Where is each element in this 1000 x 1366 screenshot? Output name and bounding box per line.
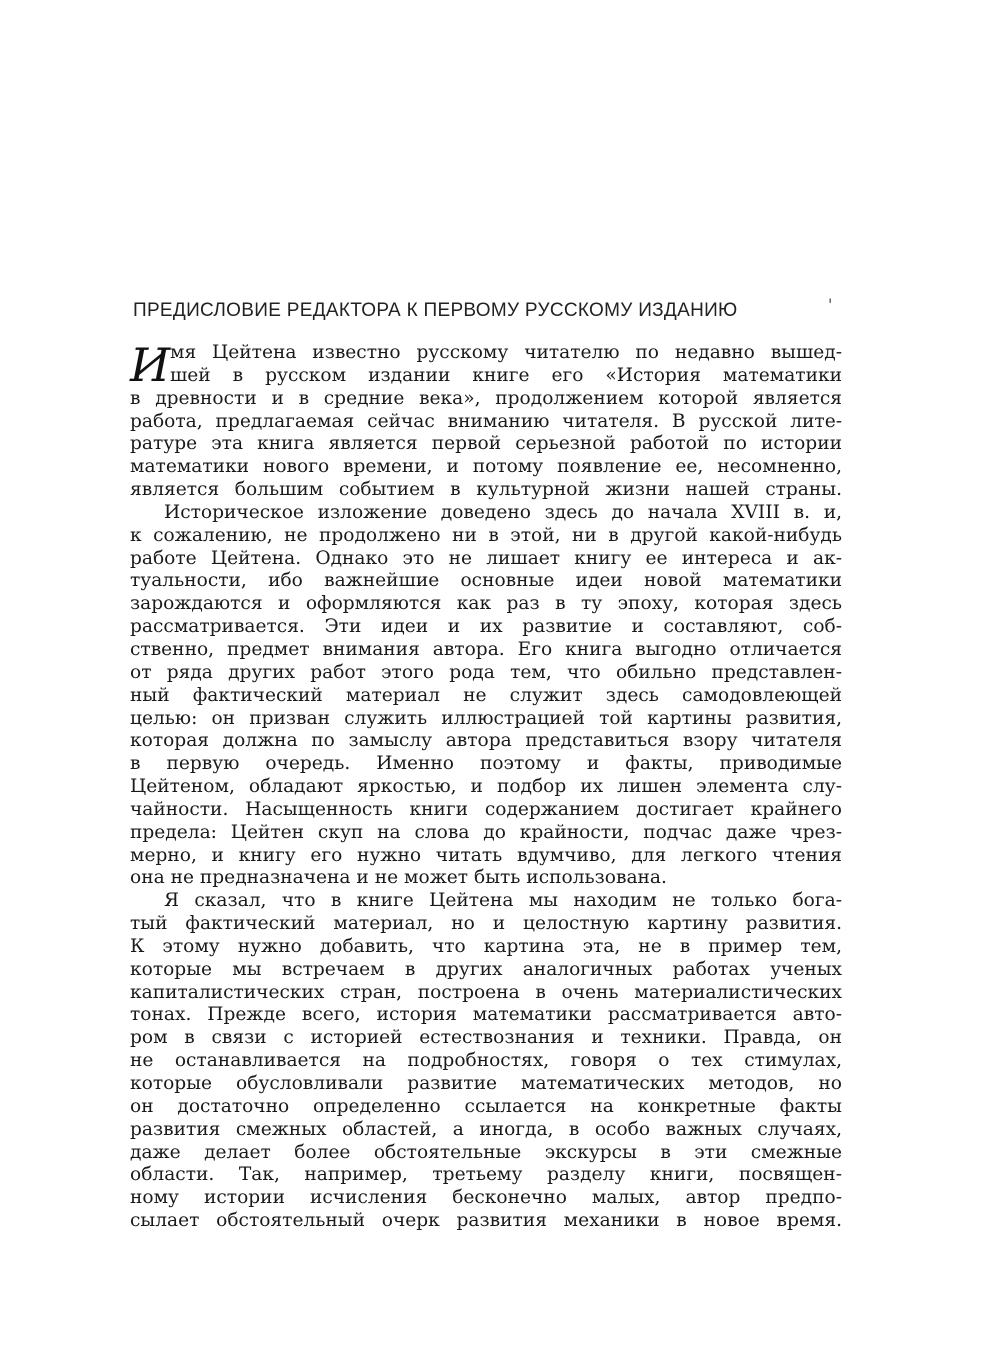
text-line: предела: Цейтен скуп на слова до крайности, подчас даже чрез- <box>130 821 842 843</box>
text-line: которые обусловливали развитие математических методов, но <box>130 1073 842 1094</box>
text-line: даже делает более обстоятельные экскурсы в эти смежные <box>130 1141 842 1163</box>
text-line: к сожалению, не продолжено ни в этой, ни в другой какой-нибудь <box>130 524 842 546</box>
text-line: от ряда других работ этого рода тем, что обильно представлен- <box>130 661 842 683</box>
text-line: ному истории исчисления бесконечно малых, автор предпо- <box>130 1187 842 1209</box>
drop-cap: И <box>130 338 171 392</box>
text-line: которая должна по замыслу автора представиться взору читателя <box>130 730 842 752</box>
paragraph-2 <box>130 502 842 890</box>
text-line: мя Цейтена известно русскому читателю по недавно вышед- <box>170 342 842 363</box>
paragraph-1 <box>130 338 842 502</box>
body-text <box>130 338 842 1233</box>
text-line: ром в связи с историей естествознания и техники. Правда, он <box>130 1027 842 1049</box>
text-line: тый фактический материал, но и целостную картину развития. <box>130 913 842 935</box>
text-line: является большим событием в культурной жизни нашей страны. <box>130 479 842 501</box>
text-line: Историческое изложение доведено здесь до начала XVIII в. и, <box>164 501 842 523</box>
text-line: он достаточно определенно ссылается на конкретные факты <box>130 1095 842 1117</box>
text-line: Цейтеном, обладают яркостью, и подбор их лишен элемента слу- <box>130 776 842 798</box>
text-line: туальности, ибо важнейшие основные идеи новой математики <box>130 570 842 592</box>
text-line: математики нового времени, и потому появление ее, несомненно, <box>130 456 842 478</box>
text-line: области. Так, например, третьему разделу книги, посвящен- <box>130 1164 842 1186</box>
text-line: она не предназначена и не может быть использована. <box>130 867 667 889</box>
text-line: ратуре эта книга является первой серьезной работой по истории <box>130 433 842 455</box>
paragraph-3 <box>130 890 842 1233</box>
text-line: рассматривается. Эти идеи и их развитие и составляют, соб- <box>130 616 842 638</box>
text-line: целью: он призван служить иллюстрацией той картины развития, <box>130 707 842 729</box>
text-line: К этому нужно добавить, что картина эта, не в пример тем, <box>130 935 842 957</box>
text-line: мерно, и книгу его нужно читать вдумчиво, для легкого чтения <box>130 844 842 866</box>
text-line: Я сказал, что в книге Цейтена мы находим не только бога- <box>164 890 842 912</box>
text-line: в первую очередь. Именно поэтому и факты, приводимые <box>130 753 842 775</box>
text-line: капиталистических стран, построена в очень материалистических <box>130 981 842 1003</box>
text-line: ный фактический материал не служит здесь самодовлеющей <box>130 684 842 706</box>
text-line: ственно, предмет внимания автора. Его книга выгодно отличается <box>130 638 842 660</box>
text-line: в древности и в средние века», продолжением которой является <box>130 387 842 409</box>
text-line: тонах. Прежде всего, история математики рассматривается авто- <box>130 1004 842 1026</box>
text-line: шей в русском издании книге его «История математики <box>170 364 842 386</box>
text-line: сылает обстоятельный очерк развития механики в новое время. <box>130 1210 842 1232</box>
text-line: не останавливается на подробностях, говоря о тех стимулах, <box>130 1050 842 1072</box>
text-line: зарождаются и оформляются как раз в ту эпоху, которая здесь <box>130 593 842 615</box>
stray-print-mark: ' <box>828 295 833 314</box>
text-line: работе Цейтена. Однако это не лишает книгу ее интереса и ак- <box>130 547 842 569</box>
text-line: которые мы встречаем в других аналогичных работах ученых <box>130 958 842 980</box>
text-line: работа, предлагаемая сейчас вниманию читателя. В русской лите- <box>130 410 842 432</box>
text-line: чайности. Насыщенность книги содержанием достигает крайнего <box>130 798 842 820</box>
text-line: развития смежных областей, а иногда, в особо важных случаях, <box>130 1118 842 1140</box>
chapter-heading: ПРЕДИСЛОВИЕ РЕДАКТОРА К ПЕРВОМУ РУССКОМУ ИЗДАНИЮ <box>133 300 738 321</box>
